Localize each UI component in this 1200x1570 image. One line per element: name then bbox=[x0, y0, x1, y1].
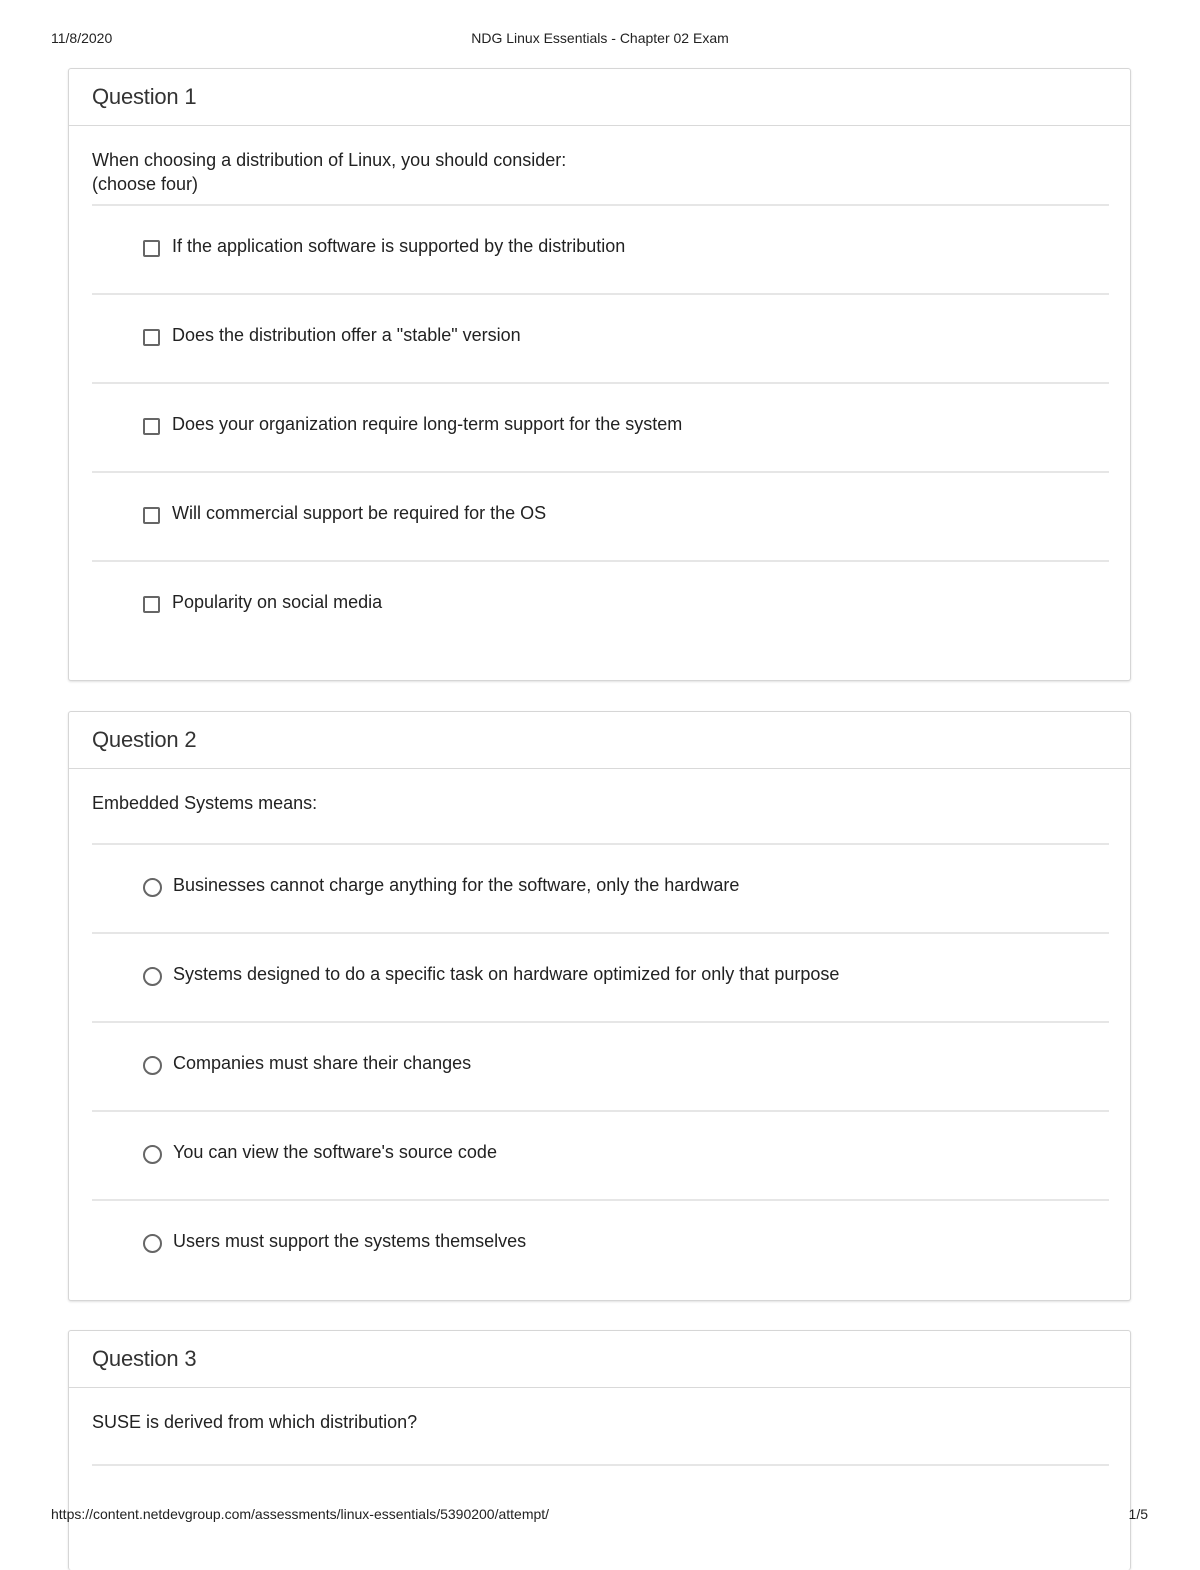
question-title: Question 1 bbox=[92, 84, 197, 109]
question-card-3 bbox=[68, 1330, 1131, 1570]
print-page-number: 1/5 bbox=[1128, 1506, 1148, 1522]
checkbox[interactable] bbox=[143, 329, 160, 346]
question-header bbox=[69, 69, 1130, 126]
option-label[interactable]: Companies must share their changes bbox=[173, 1053, 472, 1073]
radio-button[interactable] bbox=[143, 1234, 162, 1253]
option-label[interactable]: Popularity on social media bbox=[172, 592, 383, 612]
radio-button[interactable] bbox=[143, 1145, 162, 1164]
option-label[interactable]: Systems designed to do a specific task on hardware optimized for only that purpose bbox=[173, 964, 840, 984]
checkbox[interactable] bbox=[143, 240, 160, 257]
question-card-2 bbox=[68, 711, 1131, 1301]
option-label[interactable]: Does your organization require long-term support for the system bbox=[172, 414, 683, 434]
radio-button[interactable] bbox=[143, 967, 162, 986]
answer-option[interactable] bbox=[92, 382, 1109, 471]
option-label[interactable]: Users must support the systems themselves bbox=[173, 1231, 527, 1251]
print-page-title: NDG Linux Essentials - Chapter 02 Exam bbox=[471, 30, 729, 46]
question-title: Question 2 bbox=[92, 727, 197, 752]
question-prompt: Embedded Systems means: bbox=[92, 793, 318, 813]
checkbox[interactable] bbox=[143, 418, 160, 435]
question-body bbox=[69, 126, 1130, 649]
divider bbox=[92, 1464, 1109, 1466]
answer-option[interactable] bbox=[92, 932, 1109, 1021]
print-date: 11/8/2020 bbox=[51, 30, 113, 46]
answer-option[interactable] bbox=[92, 843, 1109, 932]
question-body bbox=[69, 769, 1130, 1288]
option-label[interactable]: Businesses cannot charge anything for the software, only the hardware bbox=[173, 875, 740, 895]
answer-option[interactable] bbox=[92, 204, 1109, 293]
question-body bbox=[69, 1388, 1130, 1466]
answer-option[interactable] bbox=[92, 293, 1109, 382]
question-prompt: SUSE is derived from which distribution? bbox=[92, 1412, 418, 1432]
answer-option[interactable] bbox=[92, 1021, 1109, 1110]
checkbox[interactable] bbox=[143, 507, 160, 524]
radio-button[interactable] bbox=[143, 878, 162, 897]
question-header bbox=[69, 1331, 1130, 1388]
answer-option[interactable] bbox=[92, 1199, 1109, 1288]
option-label[interactable]: Does the distribution offer a "stable" version bbox=[172, 325, 521, 345]
option-label[interactable]: If the application software is supported by the distribution bbox=[172, 236, 626, 256]
question-prompt: When choosing a distribution of Linux, you should consider: (choose four) bbox=[92, 150, 567, 194]
question-card-1 bbox=[68, 68, 1131, 681]
answer-option[interactable] bbox=[92, 560, 1109, 649]
option-label[interactable]: You can view the software's source code bbox=[173, 1142, 497, 1162]
question-header bbox=[69, 712, 1130, 769]
print-url: https://content.netdevgroup.com/assessments/linux-essentials/5390200/attempt/ bbox=[51, 1506, 550, 1522]
question-title: Question 3 bbox=[92, 1346, 197, 1371]
answer-option[interactable] bbox=[92, 1110, 1109, 1199]
checkbox[interactable] bbox=[143, 596, 160, 613]
answer-option[interactable] bbox=[92, 471, 1109, 560]
option-label[interactable]: Will commercial support be required for the OS bbox=[172, 503, 547, 523]
radio-button[interactable] bbox=[143, 1056, 162, 1075]
